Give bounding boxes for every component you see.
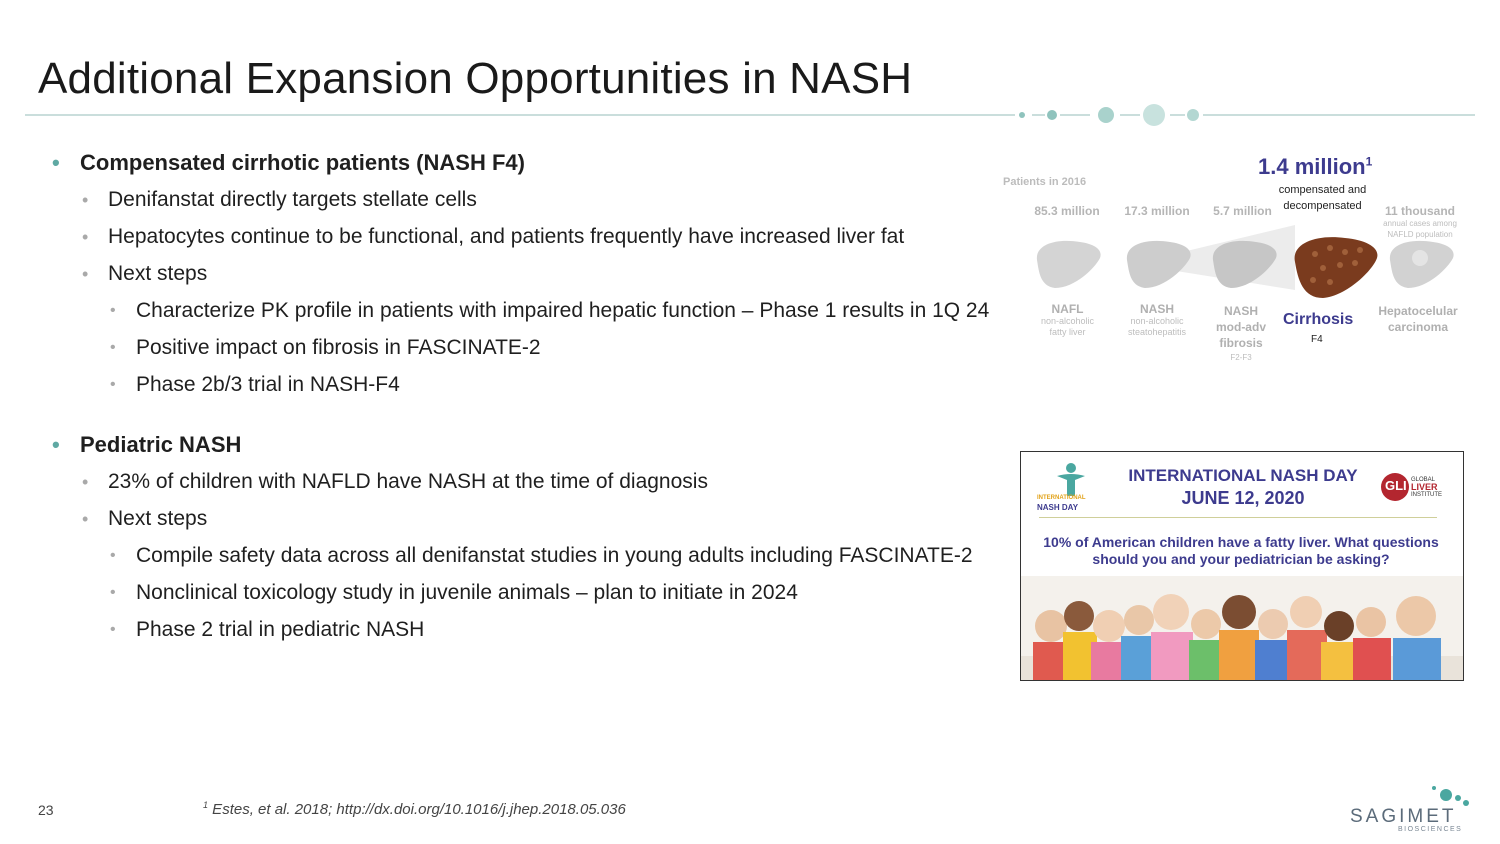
list-item: • Next steps (82, 262, 208, 285)
stage-hcc: 11 thousand annual cases among NAFLD population (1383, 204, 1457, 239)
banner-divider (1039, 517, 1437, 518)
nash-day-logo-text: INTERNATIONAL NASH DAY (1037, 495, 1086, 512)
list-item: • Next steps (82, 507, 208, 530)
sagimet-logo-sub: BIOSCIENCES (1398, 826, 1463, 833)
section-heading: • Pediatric NASH (52, 432, 242, 457)
gli-abbr: GLI (1385, 478, 1407, 493)
list-subitem: • Phase 2 trial in pediatric NASH (110, 618, 425, 641)
patients-label: Patients in 2016 (1003, 176, 1087, 188)
banner-message: 10% of American children have a fatty liver. What questions should you and your pediatrician be asking? (1043, 534, 1439, 567)
stage-nash-label: NASH non-alcoholic steatohepatitis (1127, 302, 1187, 337)
list-subitem: • Phase 2b/3 trial in NASH-F4 (110, 373, 400, 396)
disease-progression-figure (995, 150, 1485, 375)
bullet-list (52, 150, 992, 643)
section-heading: • Compensated cirrhotic patients (NASH F4) (52, 150, 525, 175)
sagimet-logo-word: SAGIMET (1350, 806, 1457, 827)
cirrhosis-label: Cirrhosis (1283, 311, 1354, 328)
list-subitem: • Positive impact on fibrosis in FASCINATE-2 (110, 336, 541, 359)
stage-fibrosis: 5.7 million (1213, 204, 1272, 218)
list-subitem: • Nonclinical toxicology study in juvenile animals – plan to initiate in 2024 (110, 581, 798, 604)
stage-fibrosis-label: NASH mod-adv fibrosis F2-F3 (1215, 304, 1266, 362)
stage-nafl: 85.3 million (1034, 204, 1100, 218)
cirrhosis-desc: compensated and decompensated (1278, 184, 1367, 212)
page-title: Additional Expansion Opportunities in NASH (38, 54, 913, 103)
nash-day-banner (1020, 451, 1464, 681)
list-subitem: • Characterize PK profile in patients with impaired hepatic function – Phase 1 results in 1Q 24 (110, 299, 990, 322)
list-subitem: • Compile safety data across all denifanstat studies in young adults including FASCINATE-2 (110, 544, 973, 567)
gli-text: GLOBAL LIVER INSTITUTE (1411, 477, 1442, 498)
list-item: • 23% of children with NAFLD have NASH at the time of diagnosis (82, 470, 708, 493)
title-divider (0, 100, 1500, 130)
page-number: 23 (38, 802, 54, 818)
banner-date: JUNE 12, 2020 (1181, 488, 1305, 508)
stage-nash: 17.3 million (1124, 204, 1190, 218)
list-item: • Denifanstat directly targets stellate cells (82, 188, 477, 211)
banner-title: INTERNATIONAL NASH DAY (1128, 466, 1358, 485)
cirrhosis-count: 1.4 million$^1$ (1258, 154, 1373, 179)
children-photo (1021, 576, 1463, 680)
list-item: • Hepatocytes continue to be functional, and patients frequently have increased liver fat (82, 225, 905, 248)
stage-hcc-label: Hepatocelular carcinoma (1378, 304, 1458, 334)
stage-nafl-label: NAFL non-alcoholic fatty liver (1040, 302, 1095, 337)
cirrhosis-stage: F4 (1311, 334, 1323, 345)
nash-day-logo-icon (1051, 462, 1091, 498)
footnote: $^1$ Estes, et al. 2018; http://dx.doi.org/10.1016/j.jhep.2018.05.036 (203, 800, 626, 818)
